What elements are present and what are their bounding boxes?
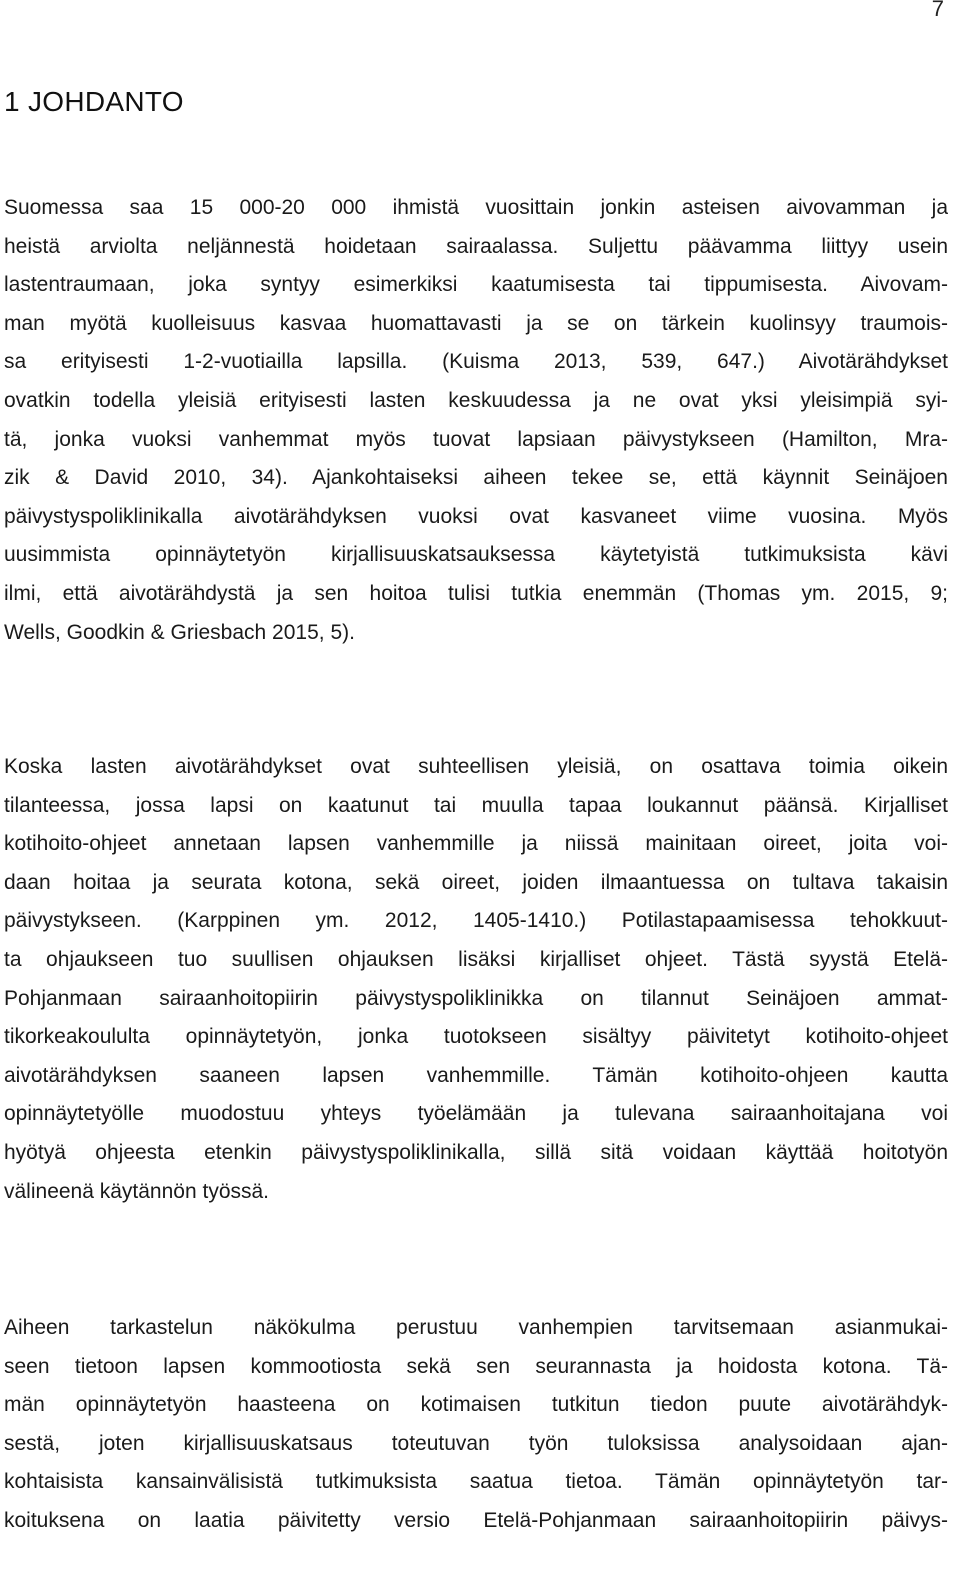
text-line: ilmi, että aivotärähdystä ja sen hoitoa tulisi tutkia enemmän (Thomas ym. 2015, 9; bbox=[4, 581, 948, 605]
page-number: 7 bbox=[931, 0, 944, 21]
paragraph-3 bbox=[4, 1309, 948, 1541]
text-line: Suomessa saa 15 000-20 000 ihmistä vuosittain jonkin asteisen aivovamman ja bbox=[4, 196, 948, 219]
text-line: välineenä käytännön työssä. bbox=[4, 1179, 270, 1203]
paragraph-text bbox=[4, 748, 948, 1211]
text-line: zik & David 2010, 34). Ajankohtaiseksi aiheen tekee se, että käynnit Seinäjoen bbox=[4, 466, 948, 490]
text-line: tä, jonka vuoksi vanhemmat myös tuovat lapsiaan päivystykseen (Hamilton, Mra- bbox=[4, 427, 948, 451]
text-line: Koska lasten aivotärähdykset ovat suhteellisen yleisiä, on osattava toimia oikein bbox=[4, 755, 948, 778]
paragraph-2 bbox=[4, 748, 948, 1211]
paragraph-text bbox=[4, 1309, 948, 1541]
text-line: hyötyä ohjeesta etenkin päivystyspoliklinikalla, sillä sitä voidaan käyttää hoitotyön bbox=[4, 1140, 948, 1164]
text-line: sestä, joten kirjallisuuskatsaus toteutuvan työn tuloksissa analysoidaan ajan- bbox=[4, 1431, 948, 1455]
text-line: ta ohjaukseen tuo suullisen ohjauksen lisäksi kirjalliset ohjeet. Tästä syystä Etelä- bbox=[4, 947, 948, 971]
text-line: man myötä kuolleisuus kasvaa huomattavasti ja se on tärkein kuolinsyy traumois- bbox=[4, 311, 948, 335]
text-line: kohtaisista kansainvälisistä tutkimuksista saatua tietoa. Tämän opinnäytetyön tar- bbox=[4, 1470, 948, 1494]
text-line: daan hoitaa ja seurata kotona, sekä oireet, joiden ilmaantuessa on tultava takaisin bbox=[4, 870, 948, 894]
text-line: tikorkeakoululta opinnäytetyön, jonka tuotokseen sisältyy päivitetyt kotihoito-ohjeet bbox=[4, 1025, 948, 1049]
text-line: män opinnäytetyön haasteena on kotimaisen tutkitun tiedon puute aivotärähdyk- bbox=[4, 1393, 948, 1417]
text-line: päivystykseen. (Karppinen ym. 2012, 1405-1410.) Potilastapaamisessa tehokkuut- bbox=[4, 909, 948, 933]
text-line: tilanteessa, jossa lapsi on kaatunut tai muulla tapaa loukannut päänsä. Kirjalliset bbox=[4, 793, 948, 817]
text-line: seen tietoon lapsen kommootiosta sekä sen seurannasta ja hoidosta kotona. Tä- bbox=[4, 1354, 948, 1378]
text-line: Pohjanmaan sairaanhoitopiirin päivystyspoliklinikka on tilannut Seinäjoen ammat- bbox=[4, 986, 948, 1010]
text-line: kotihoito-ohjeet annetaan lapsen vanhemmille ja niissä mainitaan oireet, joita voi- bbox=[4, 832, 948, 856]
text-line: uusimmista opinnäytetyön kirjallisuuskatsauksessa käytetyistä tutkimuksista kävi bbox=[4, 543, 948, 567]
paragraph-1 bbox=[4, 189, 948, 652]
text-line: koituksena on laatia päivitetty versio Etelä-Pohjanmaan sairaanhoitopiirin päivys- bbox=[4, 1508, 948, 1532]
text-line: ovatkin todella yleisiä erityisesti lasten keskuudessa ja ne ovat yksi yleisimpiä syi- bbox=[4, 388, 948, 412]
text-line: Aiheen tarkastelun näkökulma perustuu vanhempien tarvitsemaan asianmukai- bbox=[4, 1316, 948, 1339]
text-line: aivotärähdyksen saaneen lapsen vanhemmille. Tämän kotihoito-ohjeen kautta bbox=[4, 1063, 948, 1087]
paragraph-text bbox=[4, 189, 948, 652]
text-line: heistä arviolta neljännestä hoidetaan sairaalassa. Suljettu päävamma liittyy usein bbox=[4, 234, 948, 258]
text-line: Wells, Goodkin & Griesbach 2015, 5). bbox=[4, 620, 355, 644]
text-line: päivystyspoliklinikalla aivotärähdyksen vuoksi ovat kasvaneet viime vuosina. Myös bbox=[4, 504, 948, 528]
text-line: opinnäytetyölle muodostuu yhteys työelämään ja tulevana sairaanhoitajana voi bbox=[4, 1102, 948, 1126]
text-line: sa erityisesti 1-2-vuotiailla lapsilla. (Kuisma 2013, 539, 647.) Aivotärähdykset bbox=[4, 350, 948, 374]
text-line: lastentraumaan, joka syntyy esimerkiksi kaatumisesta tai tippumisesta. Aivovam- bbox=[4, 273, 948, 297]
chapter-heading: 1 JOHDANTO bbox=[4, 86, 184, 117]
